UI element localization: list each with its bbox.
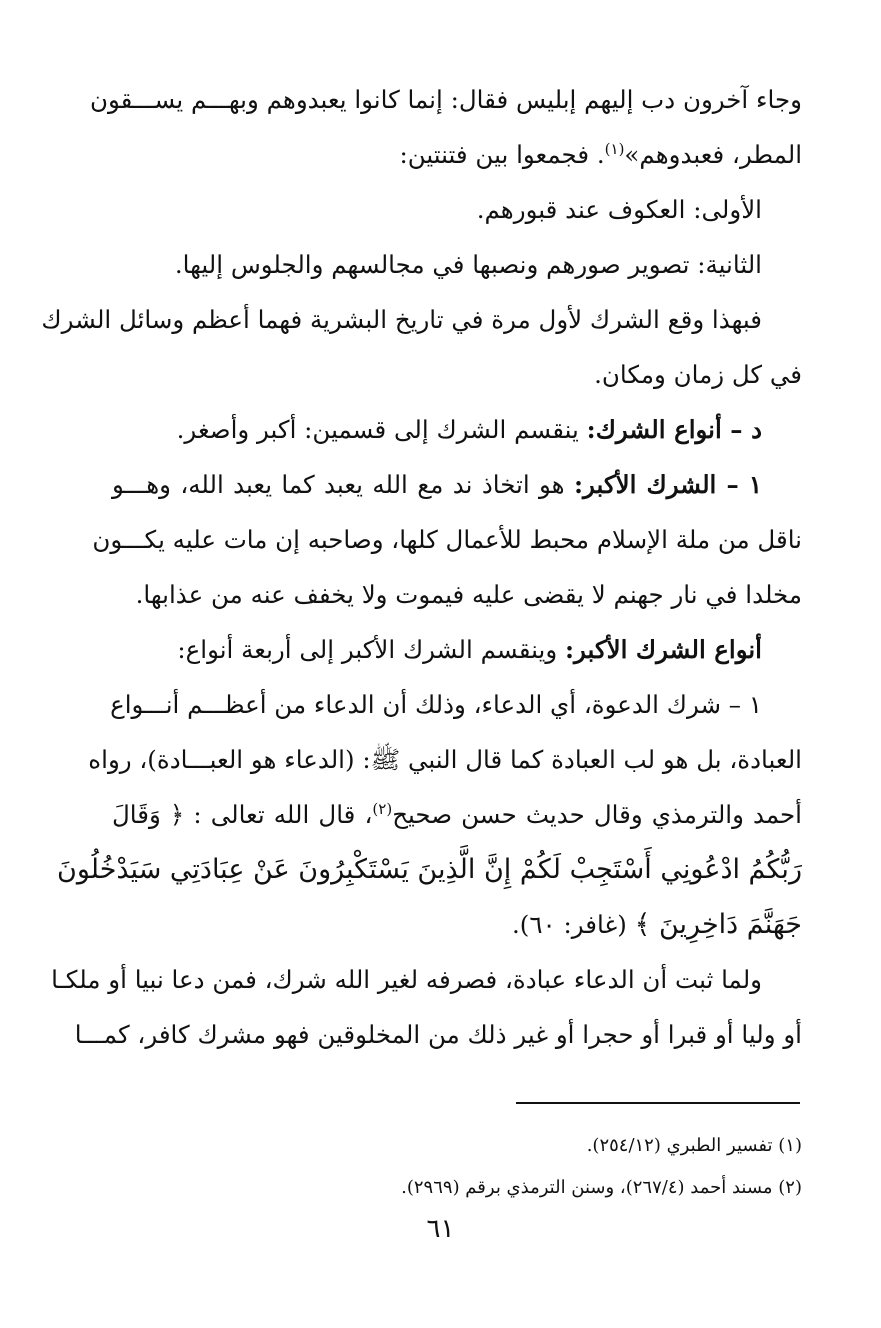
text-line (112, 127, 802, 182)
text-run: وجاء آخرون دب إليهم إبليس فقال: إنما كانوا يعبدوهم وبهـــم يســـقون (89, 85, 802, 114)
bold-heading: ١ – الشرك الأكبر: (573, 470, 763, 499)
text-run: الثانية: تصوير صورهم ونصبها في مجالسهم والجلوس إليها. (174, 250, 762, 279)
text-run: ولما ثبت أن الدعاء عبادة، فصرفه لغير الله شرك، فمن دعا نبيا أو ملكـا (51, 965, 762, 994)
text-run: المطر، فعبدوهم» (624, 140, 802, 169)
footnote: (٢) مسند أحمد (٢٦٧/٤)، وسنن الترمذي برقم (٢٩٦٩). (401, 1177, 802, 1198)
text-run: ، قال الله تعالى : ﴿ وَقَالَ (112, 800, 373, 829)
text-line (74, 1007, 802, 1062)
body-text (41, 72, 802, 1062)
footnote-separator (516, 1102, 800, 1104)
text-run: فبهذا وقع الشرك لأول مرة في تاريخ البشرية فهما أعظم وسائل الشرك (41, 305, 762, 334)
text-line (112, 237, 802, 292)
text-line (51, 952, 802, 1007)
text-line (112, 567, 802, 622)
quran-verse: جَهَنَّمَ دَاخِرِينَ ﴾ (634, 909, 802, 940)
quran-verse: رَبُّكُمُ ادْعُونِي أَسْتَجِبْ لَكُمْ إِنَّ الَّذِينَ يَسْتَكْبِرُونَ عَنْ عِبَادَتِي سَيَدْخُلُونَ (56, 854, 802, 885)
text-run: ناقل من ملة الإسلام محبط للأعمال كلها، وصاحبه إن مات عليه يكـــون (92, 525, 802, 554)
text-line (56, 842, 802, 897)
text-run: وينقسم الشرك الأكبر إلى أربعة أنواع: (177, 635, 565, 664)
footnote-ref: (٢) (372, 799, 393, 818)
text-line (112, 182, 802, 237)
text-run: . فجمعوا بين فتنتين: (399, 140, 605, 169)
bold-heading: أنواع الشرك الأكبر: (564, 635, 762, 664)
footnote: (١) تفسير الطبري (٢٥٤/١٢). (586, 1135, 802, 1156)
text-run: أحمد والترمذي وقال حديث حسن صحيح (392, 800, 802, 829)
page-number: ٦١ (426, 1214, 455, 1244)
text-line (112, 677, 802, 732)
text-run: ينقسم الشرك إلى قسمين: أكبر وأصغر. (176, 415, 587, 444)
text-run: ١ – شرك الدعوة، أي الدعاء، وذلك أن الدعاء من أعظـــم أنـــواع (110, 690, 762, 719)
text-run: (غافر: ٦٠). (511, 910, 635, 939)
text-line (112, 347, 802, 402)
text-run: الأولى: العكوف عند قبورهم. (476, 195, 762, 224)
text-line (112, 787, 802, 842)
text-line (112, 457, 802, 512)
footnotes (112, 1125, 802, 1209)
text-line (89, 72, 802, 127)
text-run: في كل زمان ومكان. (594, 360, 802, 389)
text-run: العبادة، بل هو لب العبادة كما قال النبي ﷺ: (الدعاء هو العبـــادة)، رواه (88, 745, 802, 774)
text-line (112, 622, 802, 677)
text-line (92, 512, 802, 567)
text-line (88, 732, 802, 787)
text-line (112, 402, 802, 457)
footnote-ref: (١) (604, 139, 625, 158)
bold-heading: د – أنواع الشرك: (586, 415, 762, 444)
text-line (41, 292, 802, 347)
text-run: هو اتخاذ ند مع الله يعبد كما يعبد الله، وهـــو (112, 470, 574, 499)
text-run: مخلدا في نار جهنم لا يقضى عليه فيموت ولا يخفف عنه من عذابها. (135, 580, 802, 609)
text-line (112, 897, 802, 952)
text-run: أو وليا أو قبرا أو حجرا أو غير ذلك من المخلوقين فهو مشرك كافر، كمـــا (74, 1020, 802, 1049)
